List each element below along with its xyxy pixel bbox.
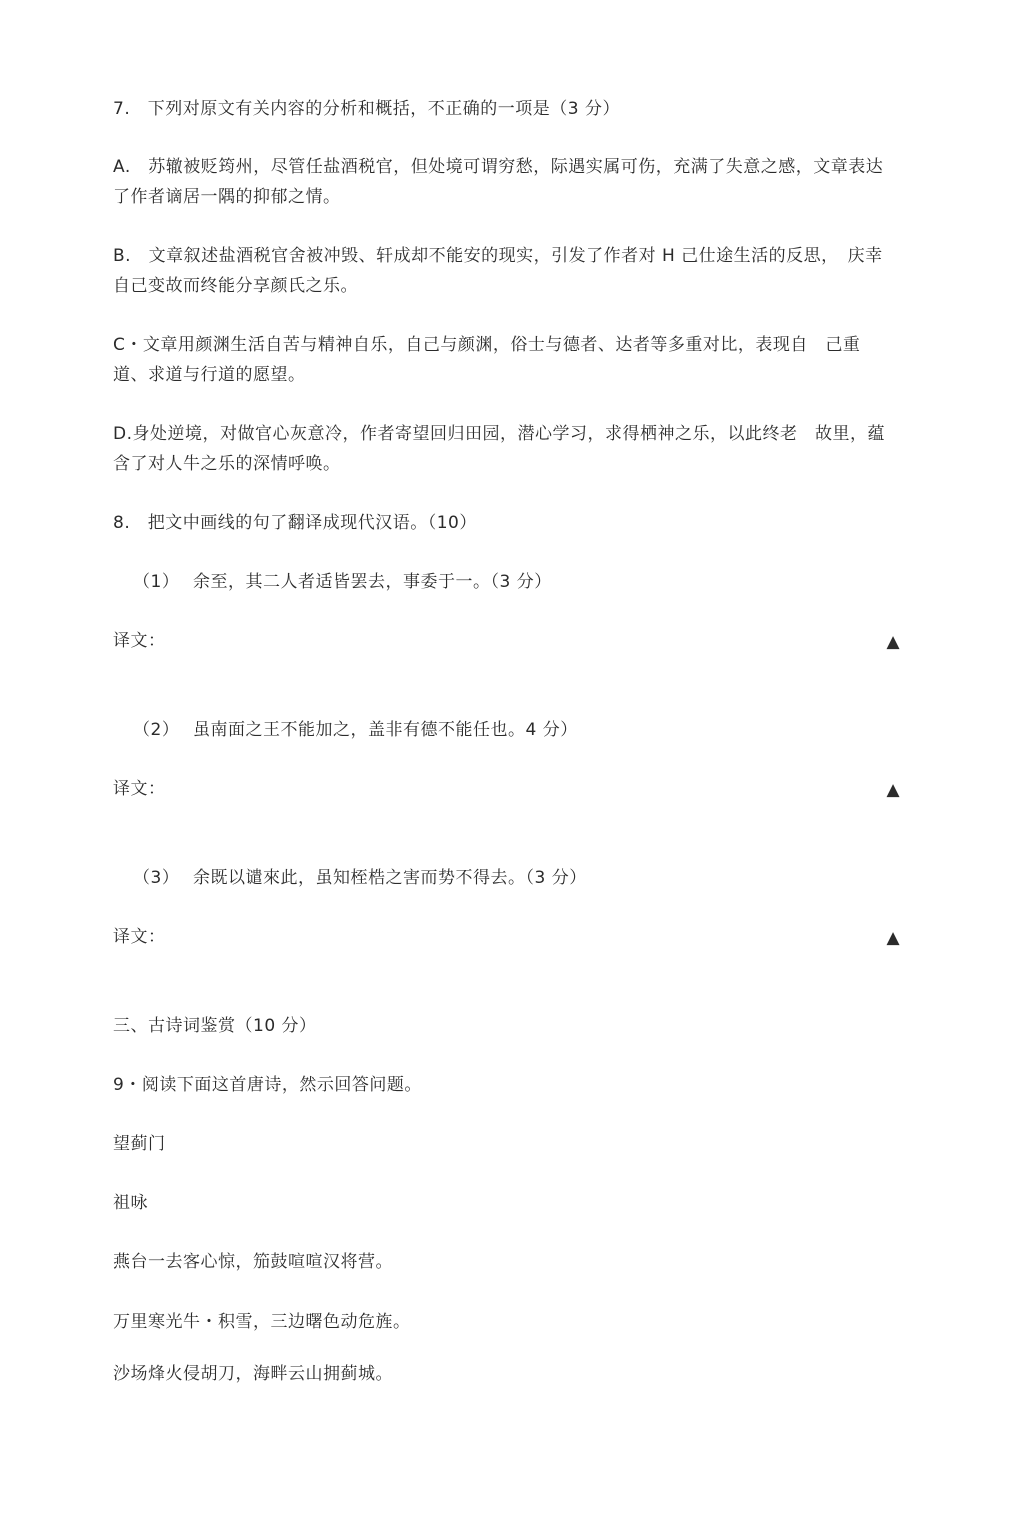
poem-author: 祖咏 — [113, 1193, 148, 1213]
answer-label-1: 译文： — [113, 631, 166, 651]
poem-line: 燕台一去客心惊，笳鼓喧喧汉将营。 — [113, 1252, 393, 1272]
poem-title: 望蓟门 — [113, 1134, 166, 1154]
section-heading: 三、古诗词鉴赏（10 分） — [113, 1016, 317, 1036]
item-number: （1） — [133, 572, 180, 592]
answer-marker-triangle-icon: ▲ — [886, 780, 900, 800]
option-a-line1: A. 苏辙被贬筠州，尽管任盐酒税官，但处境可谓穷愁，际遇实属可伤，充满了失意之感，文章表达 — [113, 157, 884, 177]
option-b-line1: B. 文章叙述盐酒税官舍被冲毁、轩成却不能安的现实，引发了作者对 H 己仕途生活的反思， 庆幸 — [113, 246, 883, 266]
translation-item-2 — [133, 715, 928, 745]
item-number: （3） — [133, 868, 180, 888]
option-c-line1: C・文章用颜渊生活自苦与精神自乐，自己与颜渊，俗士与德者、达者等多重对比，表现自 己重 — [113, 335, 861, 355]
translation-item-3 — [133, 863, 928, 893]
poem-line: 沙场烽火侵胡刀，海畔云山拥蓟城。 — [113, 1364, 393, 1384]
poem-line: 万里寒光牛・积雪，三边曙色动危旌。 — [113, 1312, 411, 1332]
option-d-line2: 含了对人牛之乐的深情呼唤。 — [113, 454, 341, 474]
question-8-stem: 8. 把文中画线的句了翻译成现代汉语。（10） — [113, 513, 477, 533]
answer-marker-triangle-icon: ▲ — [886, 632, 900, 652]
option-a-line2: 了作者谪居一隅的抑郁之情。 — [113, 187, 341, 207]
option-b-line2: 自己变故而终能分享颜氏之乐。 — [113, 276, 358, 296]
item-text: 余至，其二人者适皆罢去，事委于一。（3 分） — [193, 572, 552, 592]
option-c-line2: 道、求道与行道的愿望。 — [113, 365, 306, 385]
translation-item-1 — [133, 567, 928, 597]
item-text: 余既以谴來此，虽知桎梏之害而势不得去。（3 分） — [193, 868, 587, 888]
item-text: 虽南面之王不能加之，盖非有德不能任也。4 分） — [193, 720, 578, 740]
question-9-stem: 9・阅读下面这首唐诗，然示回答问题。 — [113, 1075, 422, 1095]
option-d-line1: D.身处逆境，对做官心灰意冷，作者寄望回归田园，潜心学习，求得栖神之乐，以此终老 故里，蕴 — [113, 424, 885, 444]
question-7-stem: 7. 下列对原文有关内容的分析和概括，不正确的一项是（3 分） — [113, 99, 620, 119]
answer-label-2: 译文： — [113, 779, 166, 799]
answer-marker-triangle-icon: ▲ — [886, 928, 900, 948]
item-number: （2） — [133, 720, 180, 740]
answer-label-3: 译文： — [113, 927, 166, 947]
